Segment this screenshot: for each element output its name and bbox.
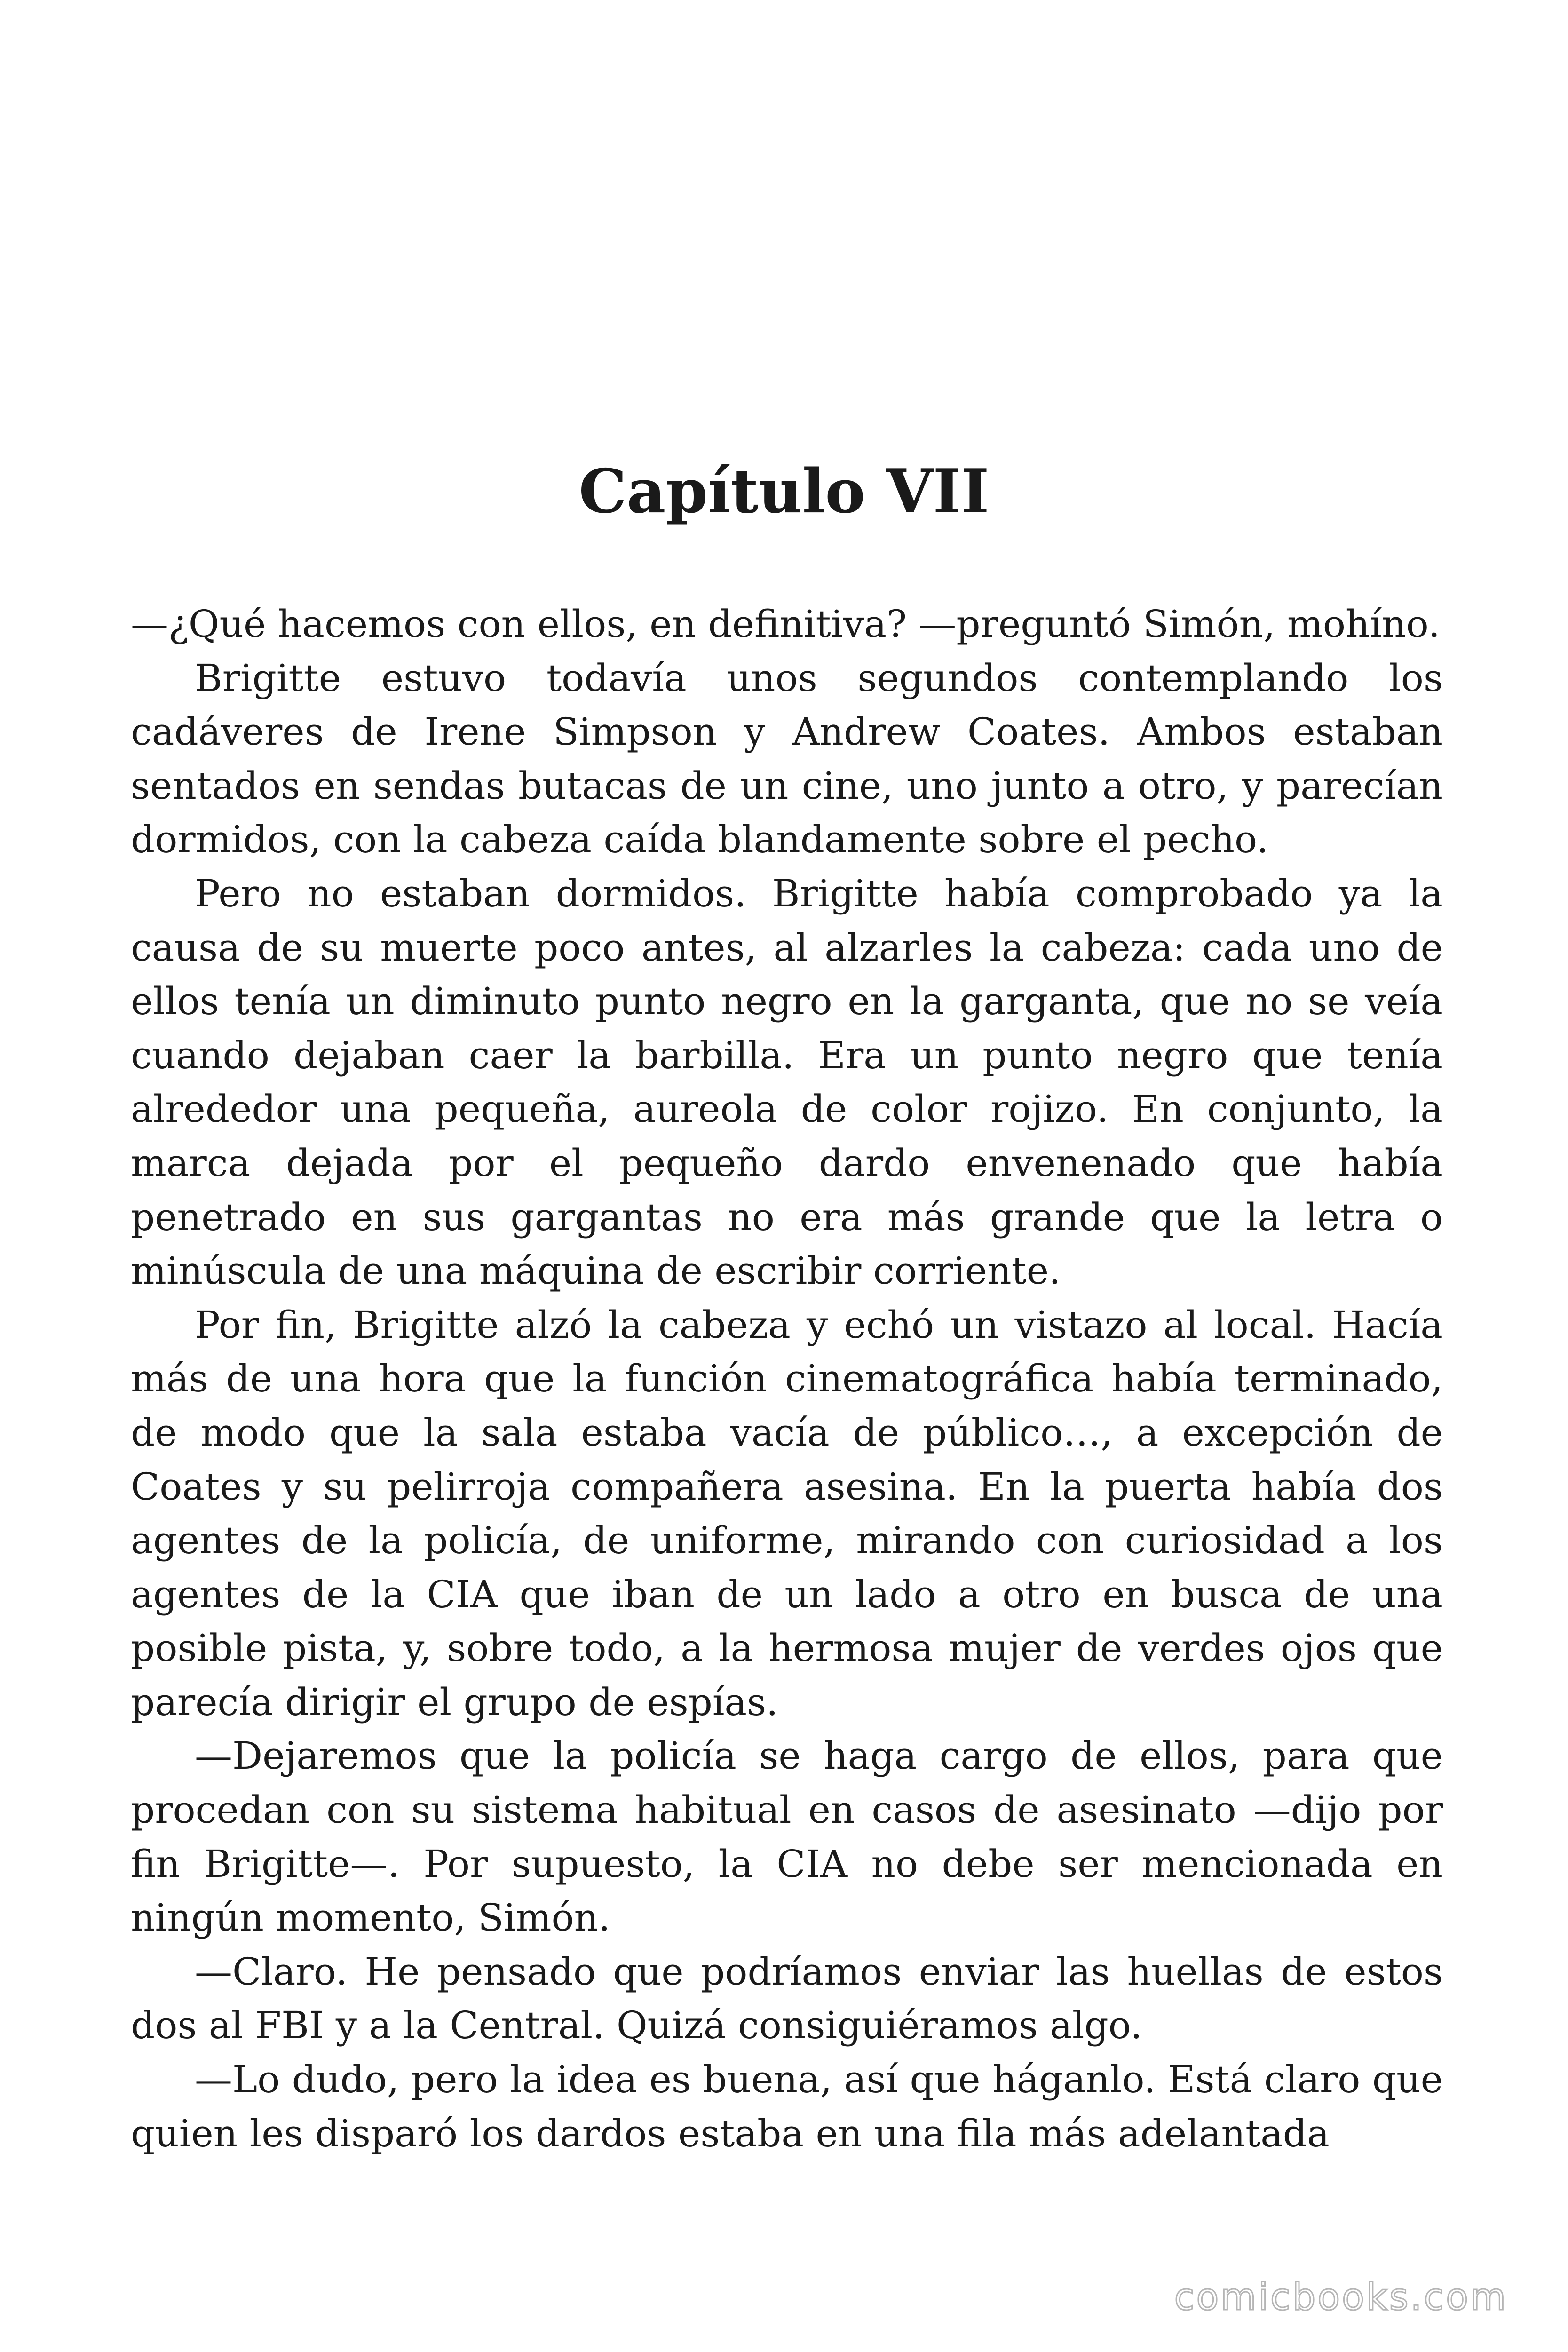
paragraph-6: —Claro. He pensado que podríamos enviar las huellas de estos dos al FBI y a la Central. Quizá consiguiéramos algo. <box>131 1949 1443 2048</box>
paragraph-1: —¿Qué hacemos con ellos, en definitiva? —preguntó Simón, mohíno. <box>131 602 1440 646</box>
chapter-body <box>131 597 1443 2161</box>
paragraph-5: —Dejaremos que la policía se haga cargo de ellos, para que procedan con su sistema habitual en casos de asesinato —dijo por fin Brigitte—. Por supuesto, la CIA no debe ser mencionada en ningún momento, Simón. <box>131 1734 1443 1940</box>
site-watermark: comicbooks.com <box>1174 2276 1508 2319</box>
paragraph-3: Pero no estaban dormidos. Brigitte había comprobado ya la causa de su muerte poco antes, al alzarles la cabeza: cada uno de ellos tenía un diminuto punto negro en la garganta, que no se veía cuando dejaban caer la barbilla. Era un punto negro que tenía alrededor una pequeña, aureola de color rojizo. En conjunto, la marca dejada por el pequeño dardo envenenado que había penetrado en sus gargantas no era más grande que la letra o minúscula de una máquina de escribir corriente. <box>131 871 1443 1293</box>
paragraph-2: Brigitte estuvo todavía unos segundos contemplando los cadáveres de Irene Simpson y Andrew Coates. Ambos estaban sentados en sendas butacas de un cine, uno junto a otro, y parecían dormidos, con la cabeza caída blandamente sobre el pecho. <box>131 656 1443 862</box>
paragraph-4: Por fin, Brigitte alzó la cabeza y echó un vistazo al local. Hacía más de una hora que la función cinematográfica había terminado, de modo que la sala estaba vacía de público…, a excepción de Coates y su pelirroja compañera asesina. En la puerta había dos agentes de la policía, de uniforme, mirando con curiosidad a los agentes de la CIA que iban de un lado a otro en busca de una posible pista, y, sobre todo, a la hermosa mujer de verdes ojos que parecía dirigir el grupo de espías. <box>131 1303 1443 1724</box>
chapter-title: Capítulo VII <box>578 456 990 527</box>
paragraph-7: —Lo dudo, pero la idea es buena, así que háganlo. Está claro que quien les disparó los dardos estaba en una fila más adelantada <box>131 2058 1443 2155</box>
